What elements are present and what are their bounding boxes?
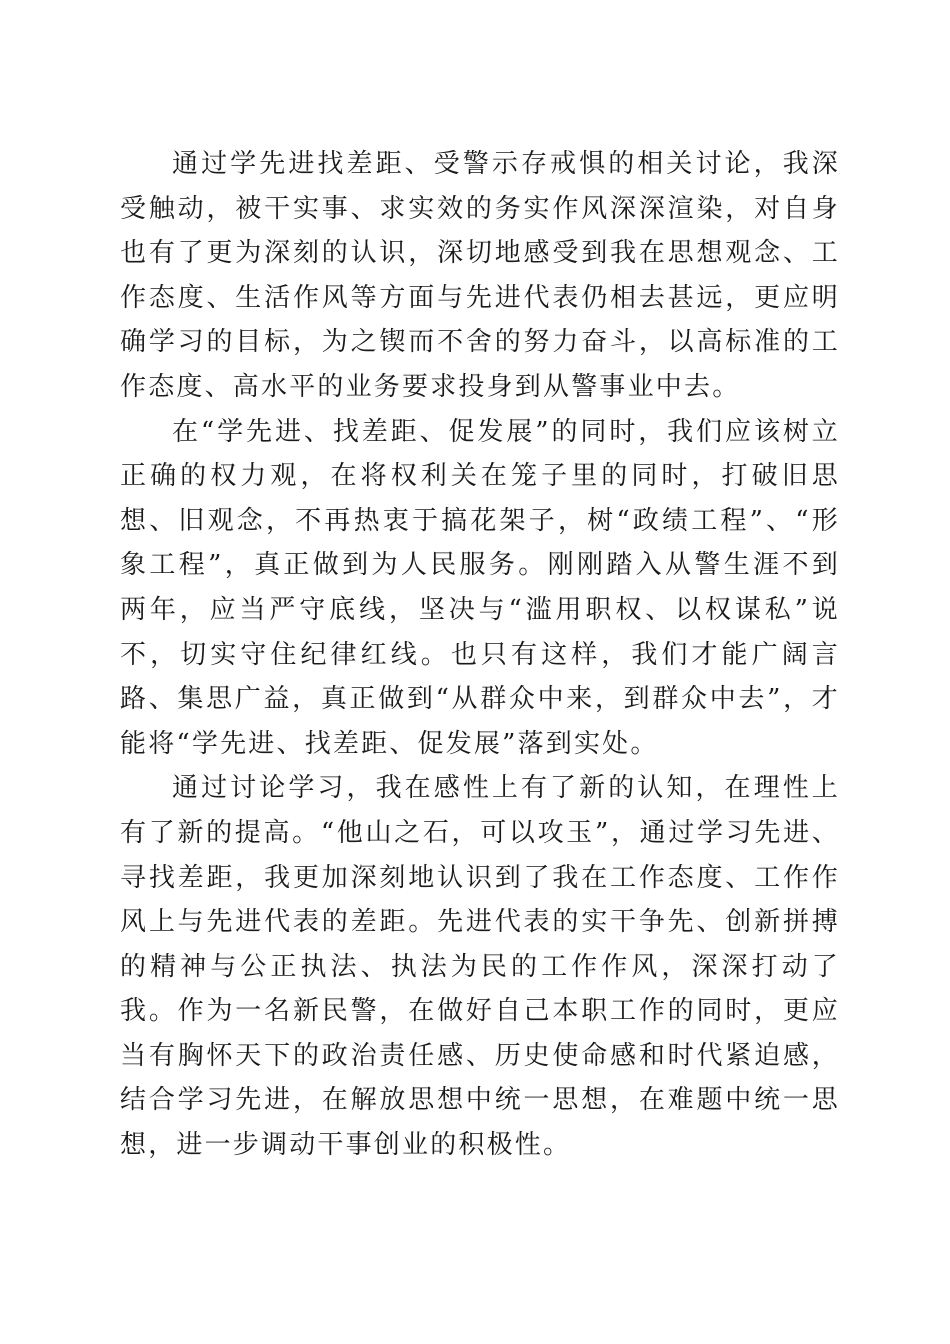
document-body	[120, 142, 840, 1168]
paragraph-1: 通过学先进找差距、受警示存戒惧的相关讨论，我深受触动，被干实事、求实效的务实作风深深渲染，对自身也有了更为深刻的认识，深切地感受到我在思想观念、工作态度、生活作风等方面与先进代表仍相去甚远，更应明确学习的目标，为之锲而不舍的努力奋斗，以高标准的工作态度、高水平的业务要求投身到从警事业中去。	[120, 149, 840, 402]
paragraph-2: 在“学先进、找差距、促发展”的同时，我们应该树立正确的权力观，在将权利关在笼子里的同时，打破旧思想、旧观念，不再热衷于搞花架子，树“政绩工程”、“形象工程”，真正做到为人民服务。刚刚踏入从警生涯不到两年，应当严守底线，坚决与“滥用职权、以权谋私”说不，切实守住纪律红线。也只有这样，我们才能广阔言路、集思广益，真正做到“从群众中来，到群众中去”，才能将“学先进、找差距、促发展”落到实处。	[120, 416, 840, 759]
paragraph-3: 通过讨论学习，我在感性上有了新的认知，在理性上有了新的提高。“他山之石，可以攻玉”，通过学习先进、寻找差距，我更加深刻地认识到了我在工作态度、工作作风上与先进代表的差距。先进代表的实干争先、创新拼搏的精神与公正执法、执法为民的工作作风，深深打动了我。作为一名新民警，在做好自己本职工作的同时，更应当有胸怀天下的政治责任感、历史使命感和时代紧迫感，结合学习先进，在解放思想中统一思想，在难题中统一思想，进一步调动干事创业的积极性。	[120, 773, 840, 1161]
